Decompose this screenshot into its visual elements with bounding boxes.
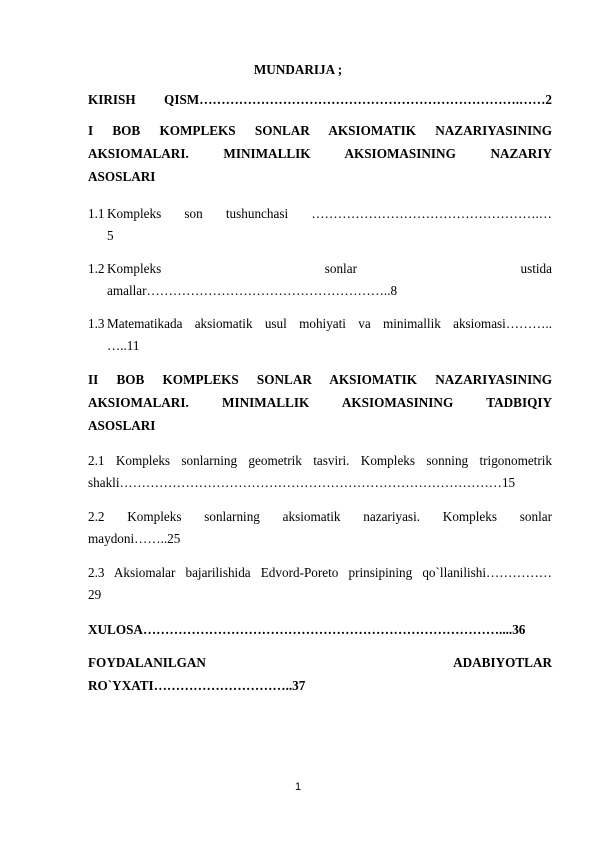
toc-section-1-3-number: 1.3 bbox=[88, 316, 105, 331]
toc-entry-kirish: KIRISH QISM……………………………………………………………….……2 bbox=[88, 92, 552, 107]
toc-section-1-1-number: 1.1 bbox=[88, 206, 105, 221]
toc-chapter-2-line-3: ASOSLARI bbox=[88, 418, 156, 433]
toc-section-2-1-line-1: 2.1 Kompleks sonlarning geometrik tasviri. Kompleks sonning trigonometrik bbox=[88, 453, 552, 468]
toc-section-1-3-line-1: Matematikada aksiomatik usul mohiyati va minimallik aksiomasi……….. bbox=[107, 316, 552, 331]
toc-section-1-1-line-2: 5 bbox=[107, 228, 114, 243]
toc-chapter-1-line-1: I BOB KOMPLEKS SONLAR AKSIOMATIK NAZARIYASINING bbox=[88, 123, 552, 138]
toc-chapter-1-line-2: AKSIOMALARI. MINIMALLIK AKSIOMASINING NAZARIY bbox=[88, 146, 552, 161]
toc-entry-adabiyotlar-line-2: RO`YXATI…………………………..37 bbox=[88, 678, 306, 693]
toc-section-1-1-line-1: Kompleks son tushunchasi …………………………………………….… bbox=[107, 206, 552, 221]
toc-section-2-2-line-1: 2.2 Kompleks sonlarning aksiomatik nazariyasi. Kompleks sonlar bbox=[88, 509, 552, 524]
toc-section-1-3-line-2: …..11 bbox=[107, 338, 140, 353]
toc-section-2-3-line-2: 29 bbox=[88, 587, 102, 602]
toc-chapter-2-line-2: AKSIOMALARI. MINIMALLIK AKSIOMASINING TADBIQIY bbox=[88, 395, 552, 410]
toc-section-1-2-line-2: amallar………………………………………………..8 bbox=[107, 283, 398, 298]
toc-section-2-2-line-2: maydoni……..25 bbox=[88, 531, 181, 546]
toc-section-1-2-line-1: Kompleks sonlar ustida bbox=[107, 261, 552, 276]
page-title: MUNDARIJA ; bbox=[253, 62, 343, 77]
page-number: 1 bbox=[294, 781, 302, 793]
toc-chapter-2-line-1: II BOB KOMPLEKS SONLAR AKSIOMATIK NAZARIYASINING bbox=[88, 372, 552, 387]
toc-section-1-2-number: 1.2 bbox=[88, 261, 105, 276]
toc-chapter-1-line-3: ASOSLARI bbox=[88, 169, 156, 184]
toc-section-2-3-line-1: 2.3 Aksiomalar bajarilishida Edvord-Poreto prinsipining qo`llanilishi…………… bbox=[88, 565, 552, 580]
toc-entry-adabiyotlar-line-1: FOYDALANILGAN ADABIYOTLAR bbox=[88, 655, 552, 670]
toc-entry-xulosa: XULOSA………………………………………………………………………....36 bbox=[88, 622, 526, 637]
toc-section-2-1-line-2: shakli……………………………………………………………………………15 bbox=[88, 475, 516, 490]
